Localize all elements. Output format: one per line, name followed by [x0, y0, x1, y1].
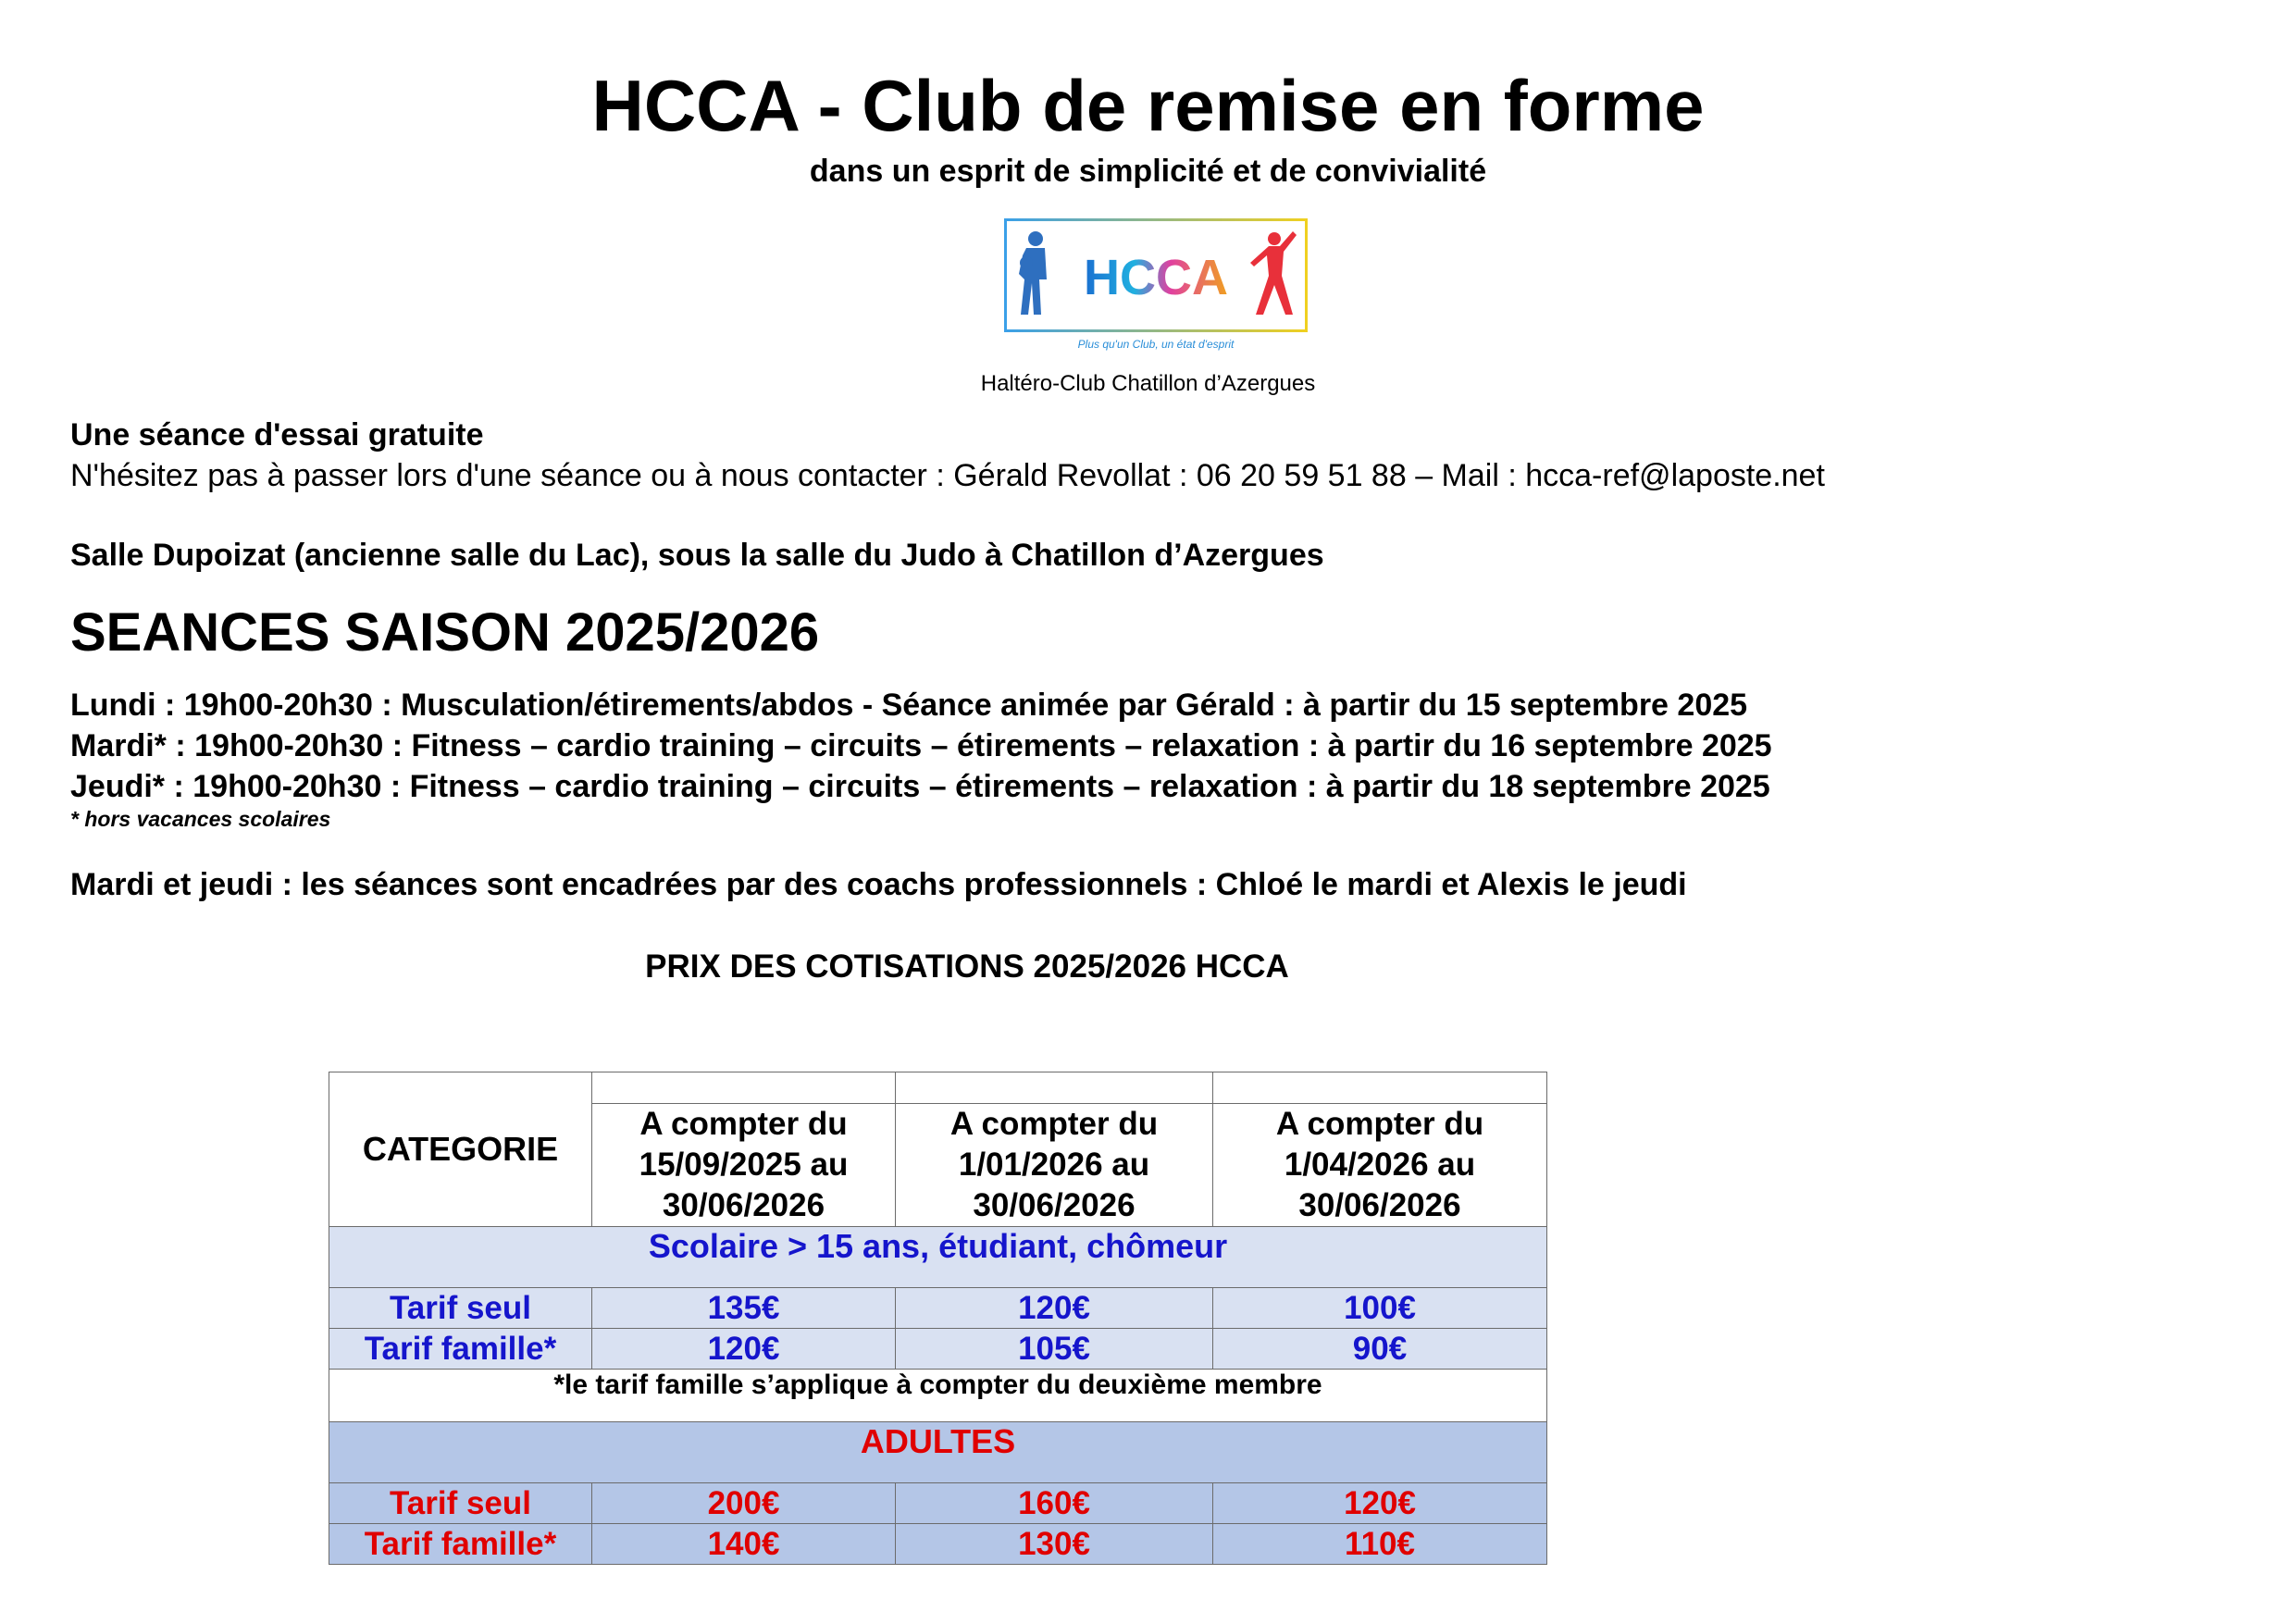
price-cell: 100€	[1213, 1288, 1547, 1329]
price-cell: 105€	[896, 1329, 1213, 1370]
page-title: HCCA - Club de remise en forme	[591, 65, 1705, 146]
header-spacer-cell	[1213, 1072, 1547, 1104]
group-name-adults: ADULTES	[329, 1422, 1547, 1483]
page-subtitle: dans un esprit de simplicité et de convivialité	[809, 154, 1487, 189]
price-cell: 110€	[1213, 1524, 1547, 1565]
logo-tagline: Plus qu'un Club, un état d'esprit	[1077, 338, 1235, 351]
row-label: Tarif seul	[329, 1483, 592, 1524]
table-row	[329, 1483, 1547, 1524]
session-line-monday: Lundi : 19h00-20h30 : Musculation/étirements/abdos - Séance animée par Gérald : à partir du 15 septembre 2025	[70, 688, 1748, 723]
table-row	[329, 1329, 1547, 1370]
row-label: Tarif famille*	[329, 1524, 592, 1565]
row-label: Tarif seul	[329, 1288, 592, 1329]
holidays-footnote: * hors vacances scolaires	[70, 807, 331, 831]
hcca-logo	[1004, 218, 1308, 355]
price-cell: 120€	[592, 1329, 896, 1370]
pricing-title: PRIX DES COTISATIONS 2025/2026 HCCA	[645, 948, 1289, 985]
price-cell: 135€	[592, 1288, 896, 1329]
category-header: CATEGORIE	[329, 1072, 592, 1227]
pricing-table	[329, 1072, 1547, 1565]
header-spacer-cell	[896, 1072, 1213, 1104]
table-row	[329, 1288, 1547, 1329]
price-cell: 120€	[1213, 1483, 1547, 1524]
group-name-students: Scolaire > 15 ans, étudiant, chômeur	[329, 1227, 1547, 1288]
price-cell: 160€	[896, 1483, 1213, 1524]
price-cell: 90€	[1213, 1329, 1547, 1370]
period-header-2: A compter du 1/01/2026 au 30/06/2026	[896, 1104, 1213, 1227]
period-header-3: A compter du 1/04/2026 au 30/06/2026	[1213, 1104, 1547, 1227]
group-header-row	[329, 1227, 1547, 1288]
session-line-thursday: Jeudi* : 19h00-20h30 : Fitness – cardio training – circuits – étirements – relaxation : à partir du 18 septembre 2025	[70, 769, 1770, 804]
price-cell: 120€	[896, 1288, 1213, 1329]
contact-text: N'hésitez pas à passer lors d'une séance ou à nous contacter : Gérald Revollat : 06 20 59 51 88 – Mail : hcca-ref@laposte.net	[70, 458, 1825, 493]
hcca-logo-graphic	[1004, 218, 1308, 355]
table-header-spacer-row	[329, 1072, 1547, 1104]
period-header-1: A compter du 15/09/2025 au 30/06/2026	[592, 1104, 896, 1227]
price-cell: 140€	[592, 1524, 896, 1565]
price-cell: 130€	[896, 1524, 1213, 1565]
price-cell: 200€	[592, 1483, 896, 1524]
session-line-tuesday: Mardi* : 19h00-20h30 : Fitness – cardio training – circuits – étirements – relaxation : à partir du 16 septembre 2025	[70, 728, 1772, 763]
coaches-text: Mardi et jeudi : les séances sont encadrées par des coachs professionnels : Chloé le mardi et Alexis le jeudi	[70, 867, 1687, 902]
logo-text: HCCA	[1084, 250, 1228, 305]
family-note-row	[329, 1370, 1547, 1422]
header-spacer-cell	[592, 1072, 896, 1104]
location-text: Salle Dupoizat (ancienne salle du Lac), sous la salle du Judo à Chatillon d’Azergues	[70, 538, 1324, 573]
row-label: Tarif famille*	[329, 1329, 592, 1370]
family-note: *le tarif famille s’applique à compter du deuxième membre	[329, 1370, 1547, 1422]
table-row	[329, 1524, 1547, 1565]
logo-caption: Haltéro-Club Chatillon d’Azergues	[980, 371, 1316, 396]
group-header-row	[329, 1422, 1547, 1483]
sessions-title: SEANCES SAISON 2025/2026	[70, 602, 820, 663]
trial-session-text: Une séance d'essai gratuite	[70, 417, 484, 452]
